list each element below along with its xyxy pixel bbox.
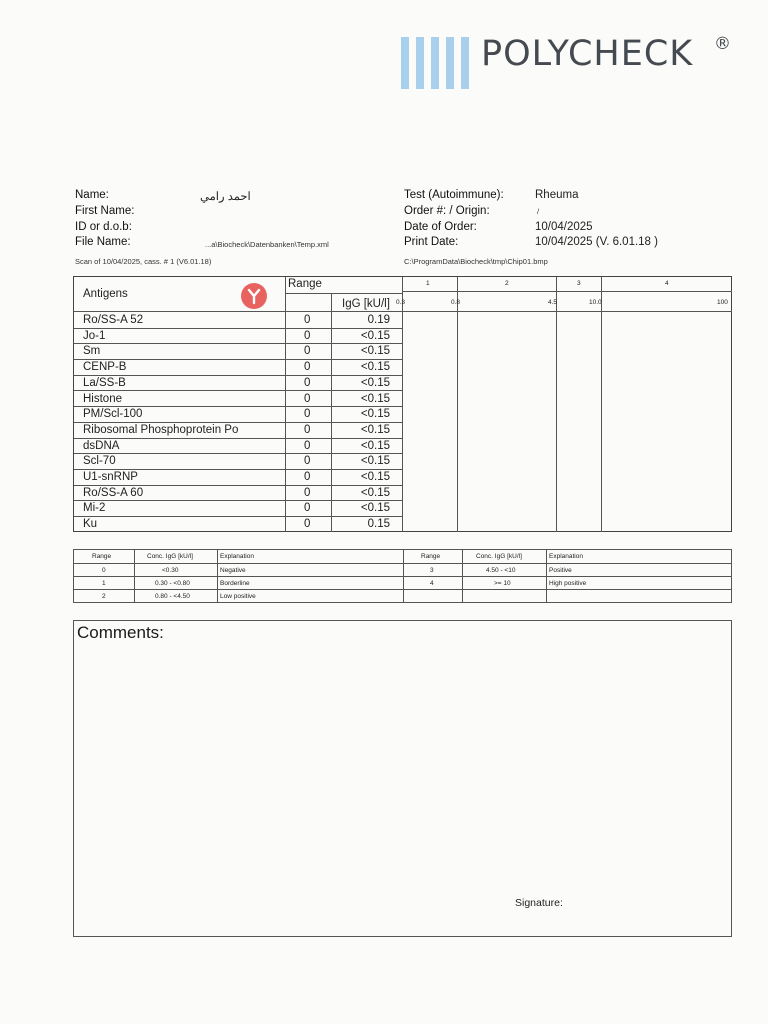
igg-value: <0.15 bbox=[360, 329, 390, 342]
scale-tick-10: 10.0 bbox=[589, 299, 602, 306]
antigen-name: Jo-1 bbox=[83, 329, 106, 342]
table-row bbox=[74, 516, 402, 532]
range-value: 0 bbox=[304, 486, 311, 499]
igg-value: <0.15 bbox=[360, 502, 390, 515]
date-of-order-value: 10/04/2025 bbox=[535, 221, 593, 233]
antigen-name: PM/Scl-100 bbox=[83, 408, 143, 421]
legend-conc: <0.30 bbox=[162, 567, 179, 574]
legend-conc: 0.80 - <4.50 bbox=[155, 593, 190, 600]
antigen-name: Ribosomal Phosphoprotein Po bbox=[83, 423, 239, 436]
logo-text: POLYCHECK bbox=[481, 34, 694, 74]
range-value: 0 bbox=[304, 392, 311, 405]
legend-explanation: Low positive bbox=[220, 593, 256, 600]
table-row bbox=[74, 422, 402, 438]
legend-conc: >= 10 bbox=[494, 580, 511, 587]
legend-header-expl-left: Explanation bbox=[220, 553, 254, 560]
print-date-label: Print Date: bbox=[404, 236, 459, 248]
range-value: 0 bbox=[304, 502, 311, 515]
legend-range: 1 bbox=[102, 580, 106, 587]
range-value: 0 bbox=[304, 408, 311, 421]
table-row bbox=[74, 406, 402, 422]
table-row bbox=[74, 438, 402, 454]
date-of-order-label: Date of Order: bbox=[404, 221, 477, 233]
legend-explanation: Positive bbox=[549, 567, 572, 574]
igg-value: <0.15 bbox=[360, 392, 390, 405]
legend-explanation: High positive bbox=[549, 580, 587, 587]
order-label: Order #: / Origin: bbox=[404, 205, 490, 217]
table-row bbox=[74, 328, 402, 344]
igg-value: <0.15 bbox=[360, 471, 390, 483]
igg-value: <0.15 bbox=[360, 408, 390, 421]
polycheck-logo bbox=[401, 30, 741, 94]
antigen-name: dsDNA bbox=[83, 439, 120, 452]
scale-tick-0.8: 0.8 bbox=[451, 299, 461, 306]
comments-box bbox=[73, 620, 732, 937]
legend-header-expl-right: Explanation bbox=[549, 553, 583, 560]
range-value: 0 bbox=[304, 518, 311, 531]
range-value: 0 bbox=[304, 329, 311, 342]
range-value: 0 bbox=[304, 455, 311, 468]
signature-label: Signature: bbox=[515, 897, 563, 909]
range-value: 0 bbox=[304, 345, 311, 358]
legend-header-range-right: Range bbox=[421, 553, 441, 560]
legend-range: 4 bbox=[430, 580, 434, 587]
class-header-2: 2 bbox=[505, 280, 509, 287]
scale-tick-0.3: 0.3 bbox=[396, 299, 406, 306]
legend-header-conc-left: Conc. IgG [kU/l] bbox=[147, 553, 193, 560]
legend-explanation: Negative bbox=[220, 567, 246, 574]
range-value: 0 bbox=[304, 439, 311, 452]
antigen-name: U1-snRNP bbox=[83, 471, 138, 483]
table-row bbox=[74, 375, 402, 391]
first-name-label: First Name: bbox=[75, 205, 135, 217]
class-header-3: 3 bbox=[577, 280, 581, 287]
scan-info: Scan of 10/04/2025, cass. # 1 (V6.01.18) bbox=[75, 257, 212, 266]
class-header-4: 4 bbox=[665, 280, 669, 287]
igg-value: 0.15 bbox=[367, 518, 390, 531]
antigen-name: Ro/SS-A 60 bbox=[83, 486, 144, 499]
class-header-1: 1 bbox=[426, 280, 430, 287]
igg-value: <0.15 bbox=[360, 345, 390, 358]
scale-tick-100: 100 bbox=[717, 299, 728, 306]
igg-value: 0.19 bbox=[367, 314, 390, 326]
name-label: Name: bbox=[75, 189, 109, 201]
name-value: احمد رامي bbox=[200, 191, 251, 203]
order-value: / bbox=[537, 207, 540, 216]
legend-conc: 0.30 - <0.80 bbox=[155, 580, 190, 587]
registered-mark: ® bbox=[714, 34, 731, 54]
antigen-name: Histone bbox=[83, 392, 122, 405]
antigen-name: La/SS-B bbox=[83, 376, 126, 389]
antigen-name: Sm bbox=[83, 345, 101, 358]
legend-range: 0 bbox=[102, 567, 106, 574]
antigens-header: Antigens bbox=[83, 288, 128, 300]
stamp-icon bbox=[240, 282, 268, 310]
id-label: ID or d.o.b: bbox=[75, 221, 132, 233]
logo-bars-icon bbox=[401, 37, 475, 89]
file-name-value: ...a\Biocheck\Datenbanken\Temp.xml bbox=[205, 240, 329, 249]
comments-title: Comments: bbox=[77, 623, 164, 642]
file-name-label: File Name: bbox=[75, 236, 131, 248]
igg-value: <0.15 bbox=[360, 486, 390, 499]
range-value: 0 bbox=[304, 423, 311, 436]
test-value: Rheuma bbox=[535, 189, 579, 201]
legend-range: 3 bbox=[430, 567, 434, 574]
antigen-name: Mi-2 bbox=[83, 502, 106, 515]
results-table bbox=[73, 276, 732, 532]
legend-header-range-left: Range bbox=[92, 553, 112, 560]
print-date-value: 10/04/2025 (V. 6.01.18 ) bbox=[535, 236, 658, 248]
table-row bbox=[74, 343, 402, 359]
legend-header-conc-right: Conc. IgG [kU/l] bbox=[476, 553, 522, 560]
igg-value: <0.15 bbox=[360, 439, 390, 452]
table-row bbox=[74, 453, 402, 469]
test-label: Test (Autoimmune): bbox=[404, 189, 504, 201]
range-value: 0 bbox=[304, 376, 311, 389]
range-header: Range bbox=[288, 278, 322, 290]
range-value: 0 bbox=[304, 314, 311, 326]
igg-header: IgG [kU/l] bbox=[342, 298, 390, 310]
scale-tick-4.5: 4.5 bbox=[548, 299, 558, 306]
image-path: C:\ProgramData\Biocheck\tmp\Chip01.bmp bbox=[404, 257, 548, 266]
antigen-name: Ro/SS-A 52 bbox=[83, 314, 144, 326]
table-row bbox=[74, 359, 402, 375]
antigen-name: Scl-70 bbox=[83, 455, 116, 468]
table-row bbox=[74, 485, 402, 501]
legend-table bbox=[73, 549, 732, 603]
igg-value: <0.15 bbox=[360, 423, 390, 436]
range-value: 0 bbox=[304, 361, 311, 374]
igg-value: <0.15 bbox=[360, 361, 390, 374]
legend-conc: 4.50 - <10 bbox=[486, 567, 516, 574]
range-value: 0 bbox=[304, 471, 311, 483]
table-row bbox=[74, 500, 402, 516]
igg-value: <0.15 bbox=[360, 455, 390, 468]
table-row bbox=[74, 469, 402, 485]
legend-range: 2 bbox=[102, 593, 106, 600]
antigen-name: Ku bbox=[83, 518, 98, 531]
table-row bbox=[74, 391, 402, 407]
igg-value: <0.15 bbox=[360, 376, 390, 389]
legend-explanation: Borderline bbox=[220, 580, 250, 587]
antigen-name: CENP-B bbox=[83, 361, 127, 374]
table-row bbox=[74, 312, 402, 328]
